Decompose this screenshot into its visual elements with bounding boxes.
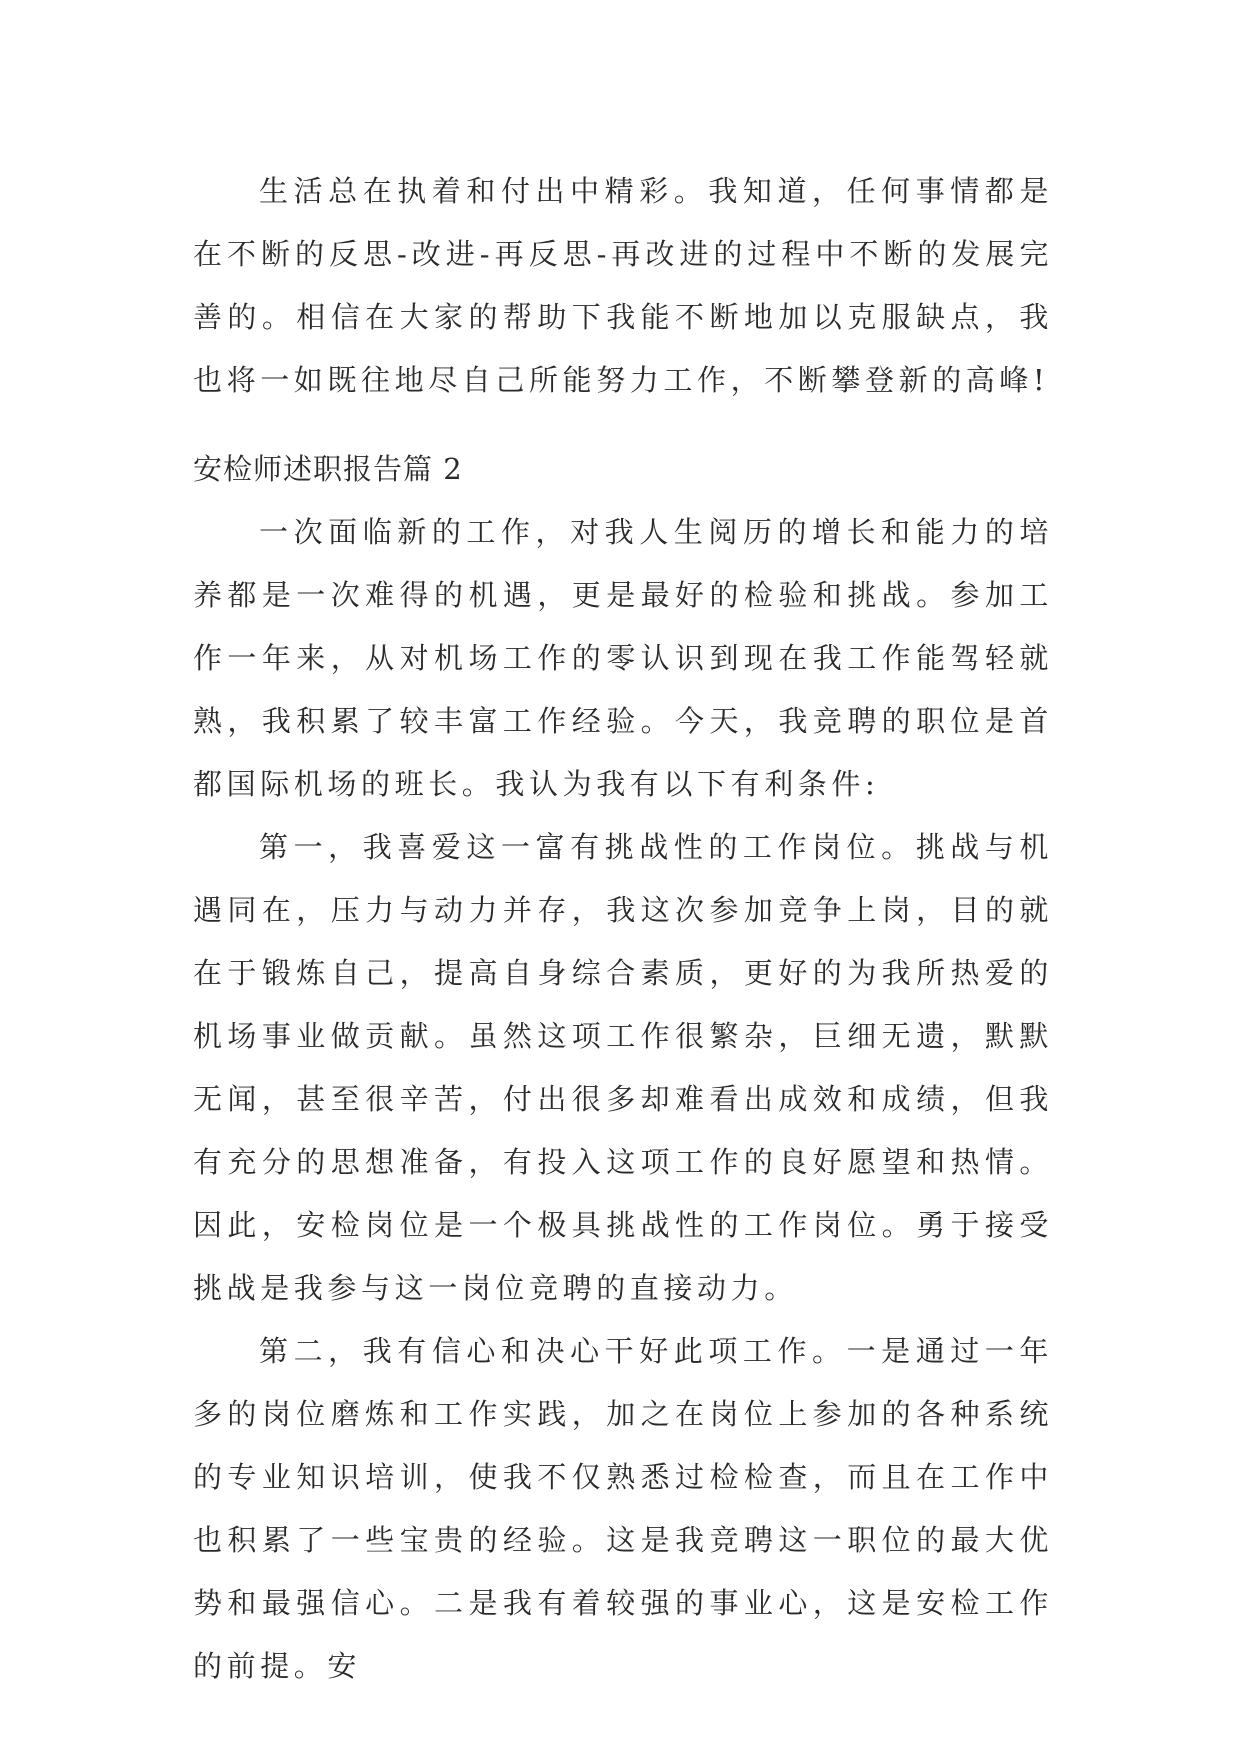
paragraph-intro: 一次面临新的工作，对我人生阅历的增长和能力的培养都是一次难得的机遇，更是最好的检验和挑战。参加工作一年来，从对机场工作的零认识到现在我工作能驾轻就熟，我积累了较丰富工作经验。今天，我竞聘的职位是首都国际机场的班长。我认为我有以下有利条件:: [193, 515, 1053, 801]
section-heading: 安检师述职报告篇 2: [193, 452, 463, 486]
paragraph-second-point: 第二，我有信心和决心干好此项工作。一是通过一年多的岗位磨炼和工作实践，加之在岗位上参加的各种系统的专业知识培训，使我不仅熟悉过检检查，而且在工作中也积累了一些宝贵的经验。这是我竞聘这一职位的最大优势和最强信心。二是我有着较强的事业心，这是安检工作的前提。安: [193, 1334, 1053, 1683]
paragraph-closing: 生活总在执着和付出中精彩。我知道，任何事情都是在不断的反思-改进-再反思-再改进的过程中不断的发展完善的。相信在大家的帮助下我能不断地加以克服缺点，我也将一如既往地尽自己所能努力工作，不断攀登新的高峰!: [193, 174, 1053, 397]
paragraph-first-point: 第一，我喜爱这一富有挑战性的工作岗位。挑战与机遇同在，压力与动力并存，我这次参加竞争上岗，目的就在于锻炼自己，提高自身综合素质，更好的为我所热爱的机场事业做贡献。虽然这项工作很繁杂，巨细无遗，默默无闻，甚至很辛苦，付出很多却难看出成效和成绩，但我有充分的思想准备，有投入这项工作的良好愿望和热情。因此，安检岗位是一个极具挑战性的工作岗位。勇于接受挑战是我参与这一岗位竞聘的直接动力。: [193, 830, 1053, 1305]
document-body: [193, 160, 1053, 1698]
